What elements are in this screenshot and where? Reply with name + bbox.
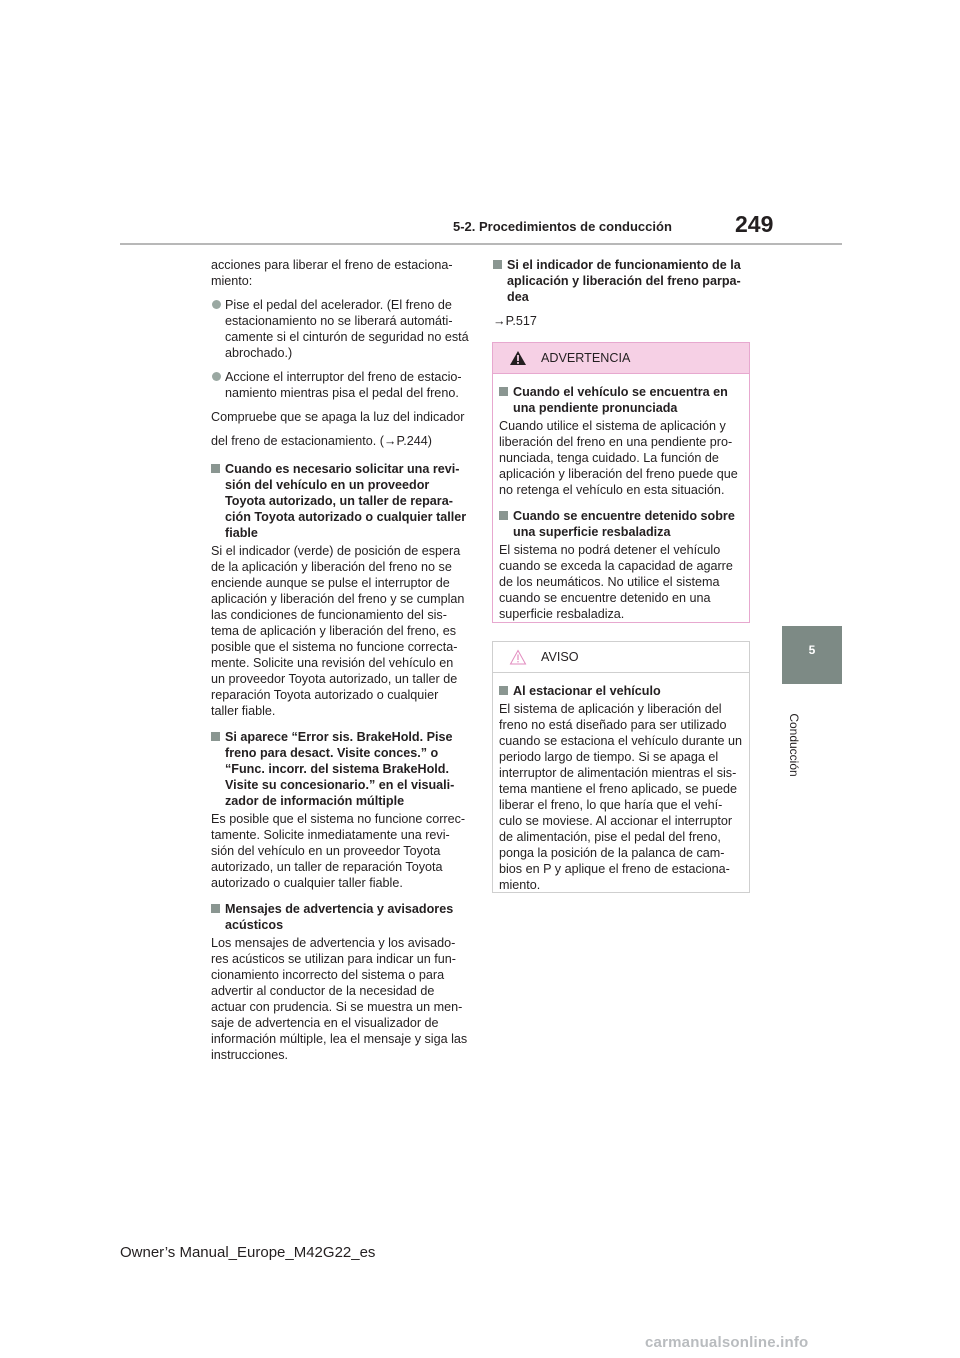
section-heading bbox=[211, 901, 469, 933]
square-bullet-icon bbox=[499, 511, 508, 520]
chapter-tab-number: 5 bbox=[808, 643, 816, 657]
bullet-item bbox=[211, 369, 469, 401]
footer-manual-id: Owner’s Manual_Europe_M42G22_es bbox=[120, 1244, 376, 1261]
notice-box-content bbox=[493, 673, 749, 893]
warning-box-title: ADVERTENCIA bbox=[541, 351, 631, 365]
warning-box bbox=[492, 342, 750, 623]
page-reference: →P.517 bbox=[493, 314, 537, 328]
square-bullet-icon bbox=[499, 387, 508, 396]
watermark: carmanualsonline.info bbox=[645, 1334, 809, 1351]
warning-item-heading bbox=[499, 508, 743, 540]
intro-text: acciones para liberar el freno de estaciona-miento: bbox=[211, 258, 453, 288]
bullet-dot-icon bbox=[212, 372, 221, 381]
warning-box-content bbox=[493, 374, 749, 622]
square-bullet-icon bbox=[211, 464, 220, 473]
square-bullet-icon bbox=[499, 686, 508, 695]
section-heading bbox=[211, 461, 469, 541]
header-rule bbox=[120, 243, 842, 245]
notice-box bbox=[492, 641, 750, 893]
section-heading-text: Si aparece “Error sis. BrakeHold. Pise freno para desact. Visite conces.” o “Func. incorr. del sistema BrakeHold. Visite su concesionario.” en el visuali-zador de información múltiple bbox=[225, 730, 455, 808]
right-column bbox=[493, 257, 751, 329]
check-line-2: del freno de estacionamiento. (→P.244) bbox=[211, 434, 432, 448]
chapter-tab bbox=[782, 626, 842, 684]
notice-box-header bbox=[493, 642, 749, 673]
notice-item-body: El sistema de aplicación y liberación del freno no está diseñado para ser utilizado cuando se estaciona el vehículo durante un periodo largo de tiempo. Si se apaga el interruptor de alimentación mientras el sis-tema mantiene el freno aplicado, se puede liberar el freno, lo que haría que el vehí-culo se moviese. Al accionar el interruptor de alimentación, pise el pedal del freno, ponga la posición de la palanca de cam-bios en P y aplique el freno de estaciona-miento. bbox=[499, 702, 742, 892]
section-heading-text: Si el indicador de funcionamiento de la aplicación y liberación del freno parpa-dea bbox=[507, 258, 741, 304]
warning-triangle-icon bbox=[509, 350, 527, 366]
warning-item-body: Cuando utilice el sistema de aplicación y liberación del freno en una pendiente pro-nunciada, tenga cuidado. La función de aplicación y liberación del freno puede que no retenga el vehículo en esta situación. bbox=[499, 419, 738, 497]
check-line-1: Compruebe que se apaga la luz del indicador bbox=[211, 410, 465, 424]
square-bullet-icon bbox=[211, 732, 220, 741]
square-bullet-icon bbox=[211, 904, 220, 913]
warning-item-body: El sistema no podrá detener el vehículo cuando se exceda la capacidad de agarre de los neumáticos. No utilice el sistema cuando se encuentre detenido en una superficie resbaladiza. bbox=[499, 543, 733, 621]
notice-item-heading-text: Al estacionar el vehículo bbox=[513, 684, 661, 698]
bullet-text: Pise el pedal del acelerador. (El freno de estacionamiento no se liberará automáti-camente si el cinturón de seguridad no está abrochado.) bbox=[225, 298, 469, 360]
bullet-dot-icon bbox=[212, 300, 221, 309]
section-body: Los mensajes de advertencia y los avisado-res acústicos se utilizan para indicar un fun-cionamiento incorrecto del sistema o para advertir al conductor de la necesidad de actuar con prudencia. Si se muestra un men-saje de advertencia en el visualizador de información múltiple, lea el mensaje y siga las instrucciones. bbox=[211, 936, 468, 1062]
warning-item-heading bbox=[499, 384, 743, 416]
notice-triangle-icon bbox=[509, 649, 527, 665]
warning-box-header bbox=[493, 343, 749, 374]
section-heading bbox=[493, 257, 751, 305]
warning-item-heading-text: Cuando el vehículo se encuentra en una pendiente pronunciada bbox=[513, 385, 728, 415]
warning-item-heading-text: Cuando se encuentre detenido sobre una superficie resbaladiza bbox=[513, 509, 735, 539]
section-heading-text: Mensajes de advertencia y avisadores acústicos bbox=[225, 902, 454, 932]
notice-item-heading bbox=[499, 683, 743, 699]
chapter-tab-label bbox=[787, 713, 801, 777]
section-title: 5-2. Procedimientos de conducción bbox=[453, 219, 672, 234]
square-bullet-icon bbox=[493, 260, 502, 269]
left-column bbox=[211, 257, 469, 1063]
section-heading bbox=[211, 729, 469, 809]
bullet-text: Accione el interruptor del freno de estacio-namiento mientras pisa el pedal del freno. bbox=[225, 370, 462, 400]
chapter-tab-label-text: Conducción bbox=[787, 713, 801, 777]
section-body: Es posible que el sistema no funcione correc-tamente. Solicite inmediatamente una revi-sión del vehículo en un proveedor Toyota autorizado, un taller de reparación Toyota autorizado o cualquier taller fiable. bbox=[211, 812, 466, 890]
bullet-item bbox=[211, 297, 469, 361]
section-heading-text: Cuando es necesario solicitar una revi-sión del vehículo en un proveedor Toyota autorizado, un taller de repara-ción Toyota autorizado o cualquier taller fiable bbox=[225, 462, 467, 540]
notice-box-title: AVISO bbox=[541, 650, 579, 664]
section-body: Si el indicador (verde) de posición de espera de la aplicación y liberación del freno no se enciende aunque se pulse el interruptor de aplicación y liberación del freno y se cumplan las condiciones de funcionamiento del sis-tema de aplicación y liberación del freno, es posible que el sistema no funcione correcta-mente. Solicite una revisión del vehículo en un proveedor Toyota autorizado, un taller de reparación Toyota autorizado o cualquier taller fiable. bbox=[211, 544, 465, 718]
page-number: 249 bbox=[735, 211, 774, 237]
